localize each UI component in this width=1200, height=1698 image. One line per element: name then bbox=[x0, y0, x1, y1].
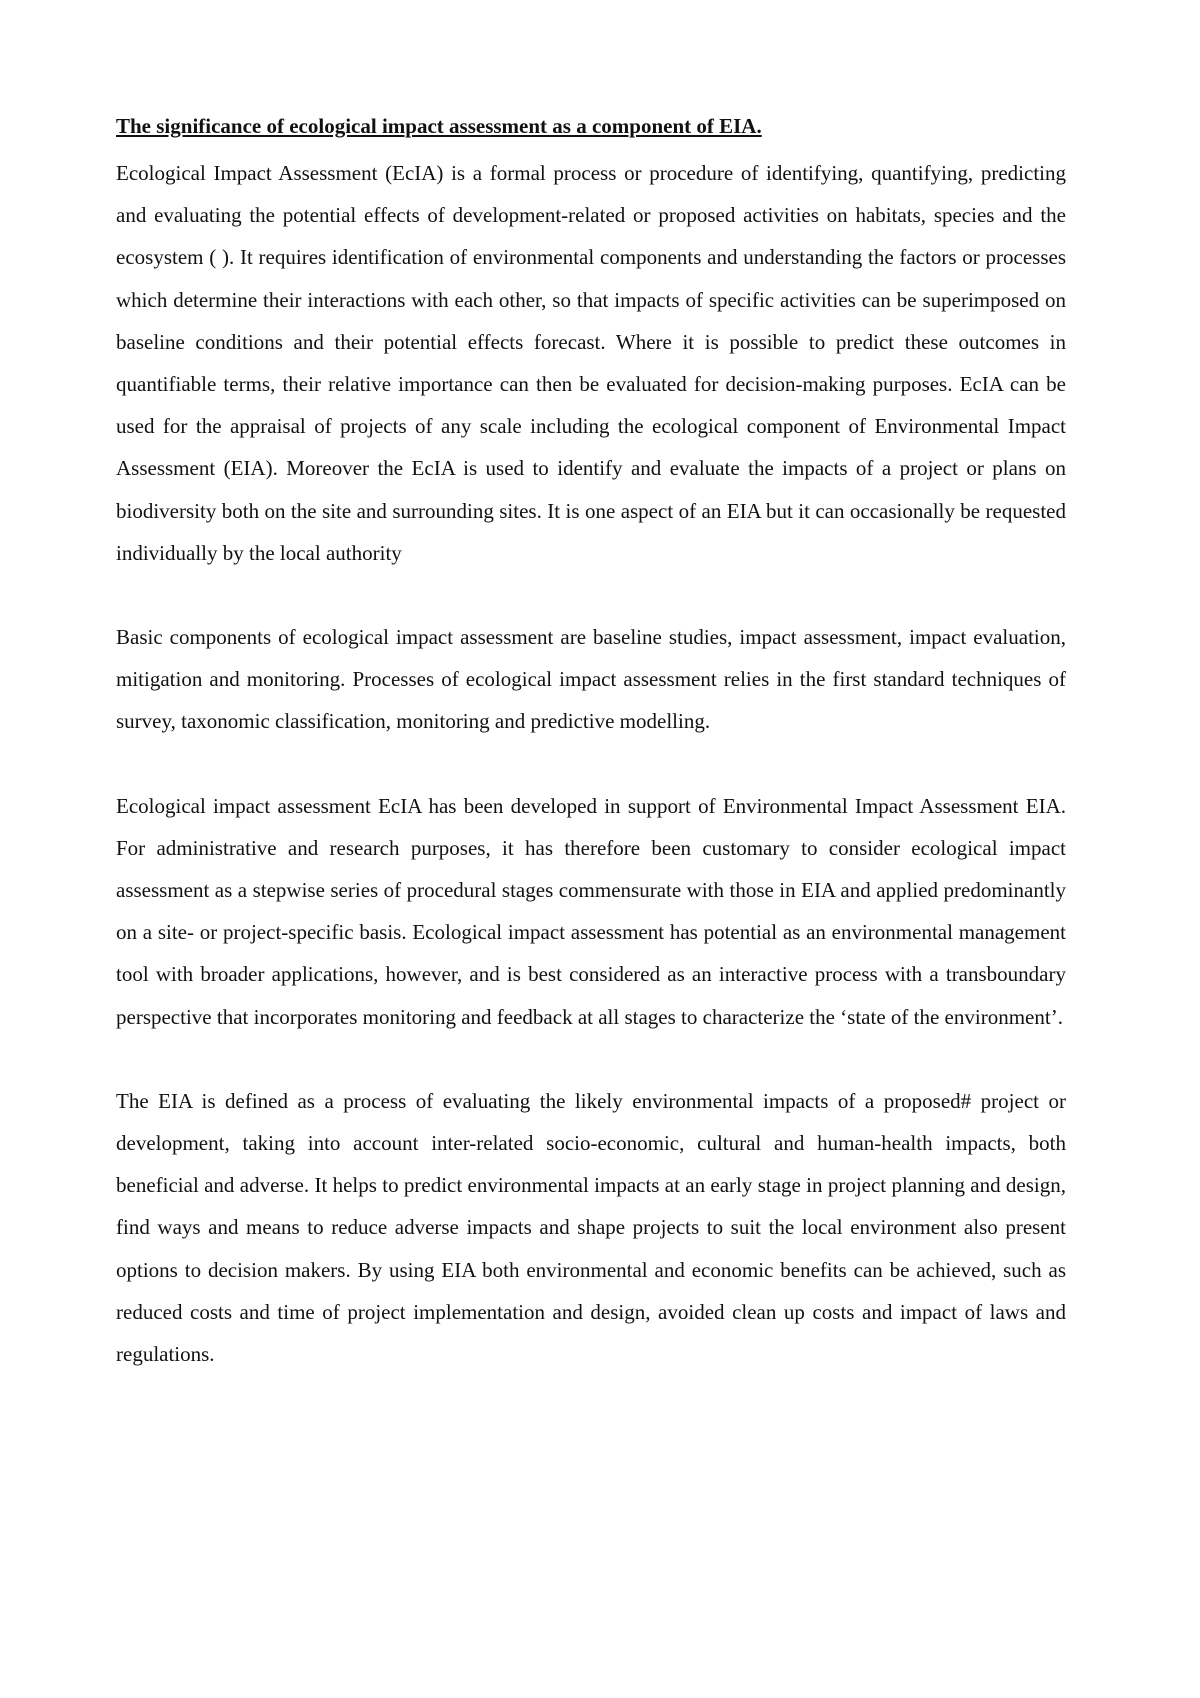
document-title: The significance of ecological impact assessment as a component of EIA. bbox=[116, 114, 762, 138]
paragraph-basic-components: Basic components of ecological impact assessment are baseline studies, impact assessment, impact evaluation, mitigation and monitoring. Processes of ecological impact assessment relies in the first standard techniques of survey, taxonomic classification, monitoring and predictive modelling. bbox=[116, 625, 1066, 734]
paragraph-ecia-definition: Ecological Impact Assessment (EcIA) is a formal process or procedure of identifying, quantifying, predicting and evaluating the potential effects of development-related or proposed activities on habitats, species and the ecosystem ( ). It requires identification of environmental components and understanding the factors or processes which determine their interactions with each other, so that impacts of specific activities can be superimposed on baseline conditions and their potential effects forecast. Where it is possible to predict these outcomes in quantifiable terms, their relative importance can then be evaluated for decision-making purposes. EcIA can be used for the appraisal of projects of any scale including the ecological component of Environmental Impact Assessment (EIA). Moreover the EcIA is used to identify and evaluate the impacts of a project or plans on biodiversity both on the site and surrounding sites. It is one aspect of an EIA but it can occasionally be requested individually by the local authority bbox=[116, 161, 1066, 565]
paragraph-eia-definition: The EIA is defined as a process of evaluating the likely environmental impacts of a proposed# project or development, taking into account inter-related socio-economic, cultural and human-health impacts, both beneficial and adverse. It helps to predict environmental impacts at an early stage in project planning and design, find ways and means to reduce adverse impacts and shape projects to suit the local environment also present options to decision makers. By using EIA both environmental and economic benefits can be achieved, such as reduced costs and time of project implementation and design, avoided clean up costs and impact of laws and regulations. bbox=[116, 1088, 1066, 1367]
document-page bbox=[116, 112, 1066, 1375]
paragraph-ecia-development: Ecological impact assessment EcIA has been developed in support of Environmental Impact Assessment EIA. For administrative and research purposes, it has therefore been customary to consider ecological impact assessment as a stepwise series of procedural stages commensurate with those in EIA and applied predominantly on a site- or project-specific basis. Ecological impact assessment has potential as an environmental management tool with broader applications, however, and is best considered as an interactive process with a transboundary perspective that incorporates monitoring and feedback at all stages to characterize the ‘state of the environment’. bbox=[116, 793, 1066, 1029]
